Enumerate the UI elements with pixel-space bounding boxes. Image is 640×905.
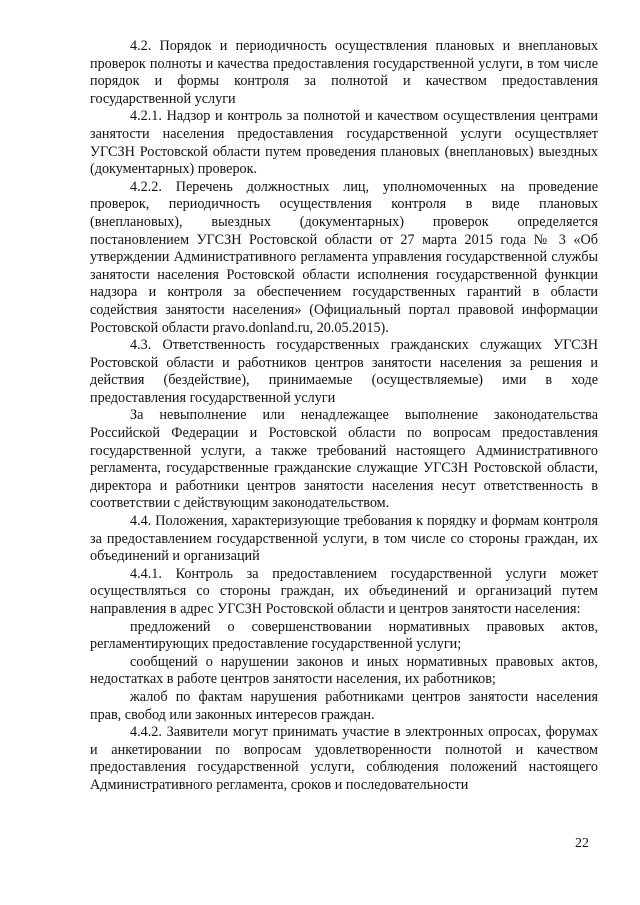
document-page [90, 38, 598, 795]
paragraph-4-2-2: 4.2.2. Перечень должностных лиц, уполномоченных на проведение проверок, периодичность осуществления контроля в виде плановых (внеплановых), выездных (документарных) проверок определяется постановлением УГСЗН Ростовской области от 27 марта 2015 года № 3 «Об утверждении Административного регламента управления государственной службы занятости населения Ростовской области исполнения государственной функции надзора и контроля за обеспечением государственных гарантий в области содействия занятости населения» (Официальный портал правовой информации Ростовской области pravo.donland.ru, 20.05.2015). [90, 178, 598, 336]
list-item-proposals: предложений о совершенствовании нормативных правовых актов, регламентирующих предоставление государственной услуги; [90, 618, 598, 653]
list-item-complaints: жалоб по фактам нарушения работниками центров занятости населения прав, свобод или законных интересов граждан. [90, 688, 598, 723]
list-item-reports: сообщений о нарушении законов и иных нормативных правовых актов, недостатках в работе центров занятости населения, их работников; [90, 653, 598, 688]
paragraph-4-4-2: 4.4.2. Заявители могут принимать участие в электронных опросах, форумах и анкетировании по вопросам удовлетворенности полнотой и качеством предоставления государственной услуги, соблюдения положений настоящего Административного регламента, сроков и последовательности [90, 724, 598, 793]
page-number: 22 [575, 836, 589, 851]
paragraph-liability: За невыполнение или ненадлежащее выполнение законодательства Российской Федерации и Ростовской области по вопросам предоставления государственной услуги, а также требований настоящего Административного регламента, государственные гражданские служащие УГСЗН Ростовской области, директора и работники центров занятости населения несут ответственность в соответствии с действующим законодательством. [90, 407, 598, 512]
paragraph-4-4: 4.4. Положения, характеризующие требования к порядку и формам контроля за предоставлением государственной услуги, в том числе со стороны граждан, их объединений и организаций [90, 513, 598, 565]
paragraph-4-2-1: 4.2.1. Надзор и контроль за полнотой и качеством осуществления центрами занятости населения предоставления государственной услуги осуществляет УГСЗН Ростовской области путем проведения плановых (внеплановых) выездных (документарных) проверок. [90, 108, 598, 178]
paragraph-4-3: 4.3. Ответственность государственных гражданских служащих УГСЗН Ростовской области и работников центров занятости населения за решения и действия (бездействие), принимаемые (осуществляемые) ими в ходе предоставления государственной услуги [90, 337, 598, 406]
paragraph-4-4-1: 4.4.1. Контроль за предоставлением государственной услуги может осуществляться со стороны граждан, их объединений и организаций путем направления в адрес УГСЗН Ростовской области и центров занятости населения: [90, 565, 598, 617]
paragraph-4-2: 4.2. Порядок и периодичность осуществления плановых и внеплановых проверок полноты и качества предоставления государственной услуги, в том числе порядок и формы контроля за полнотой и качеством предоставления государственной услуги [90, 38, 598, 107]
